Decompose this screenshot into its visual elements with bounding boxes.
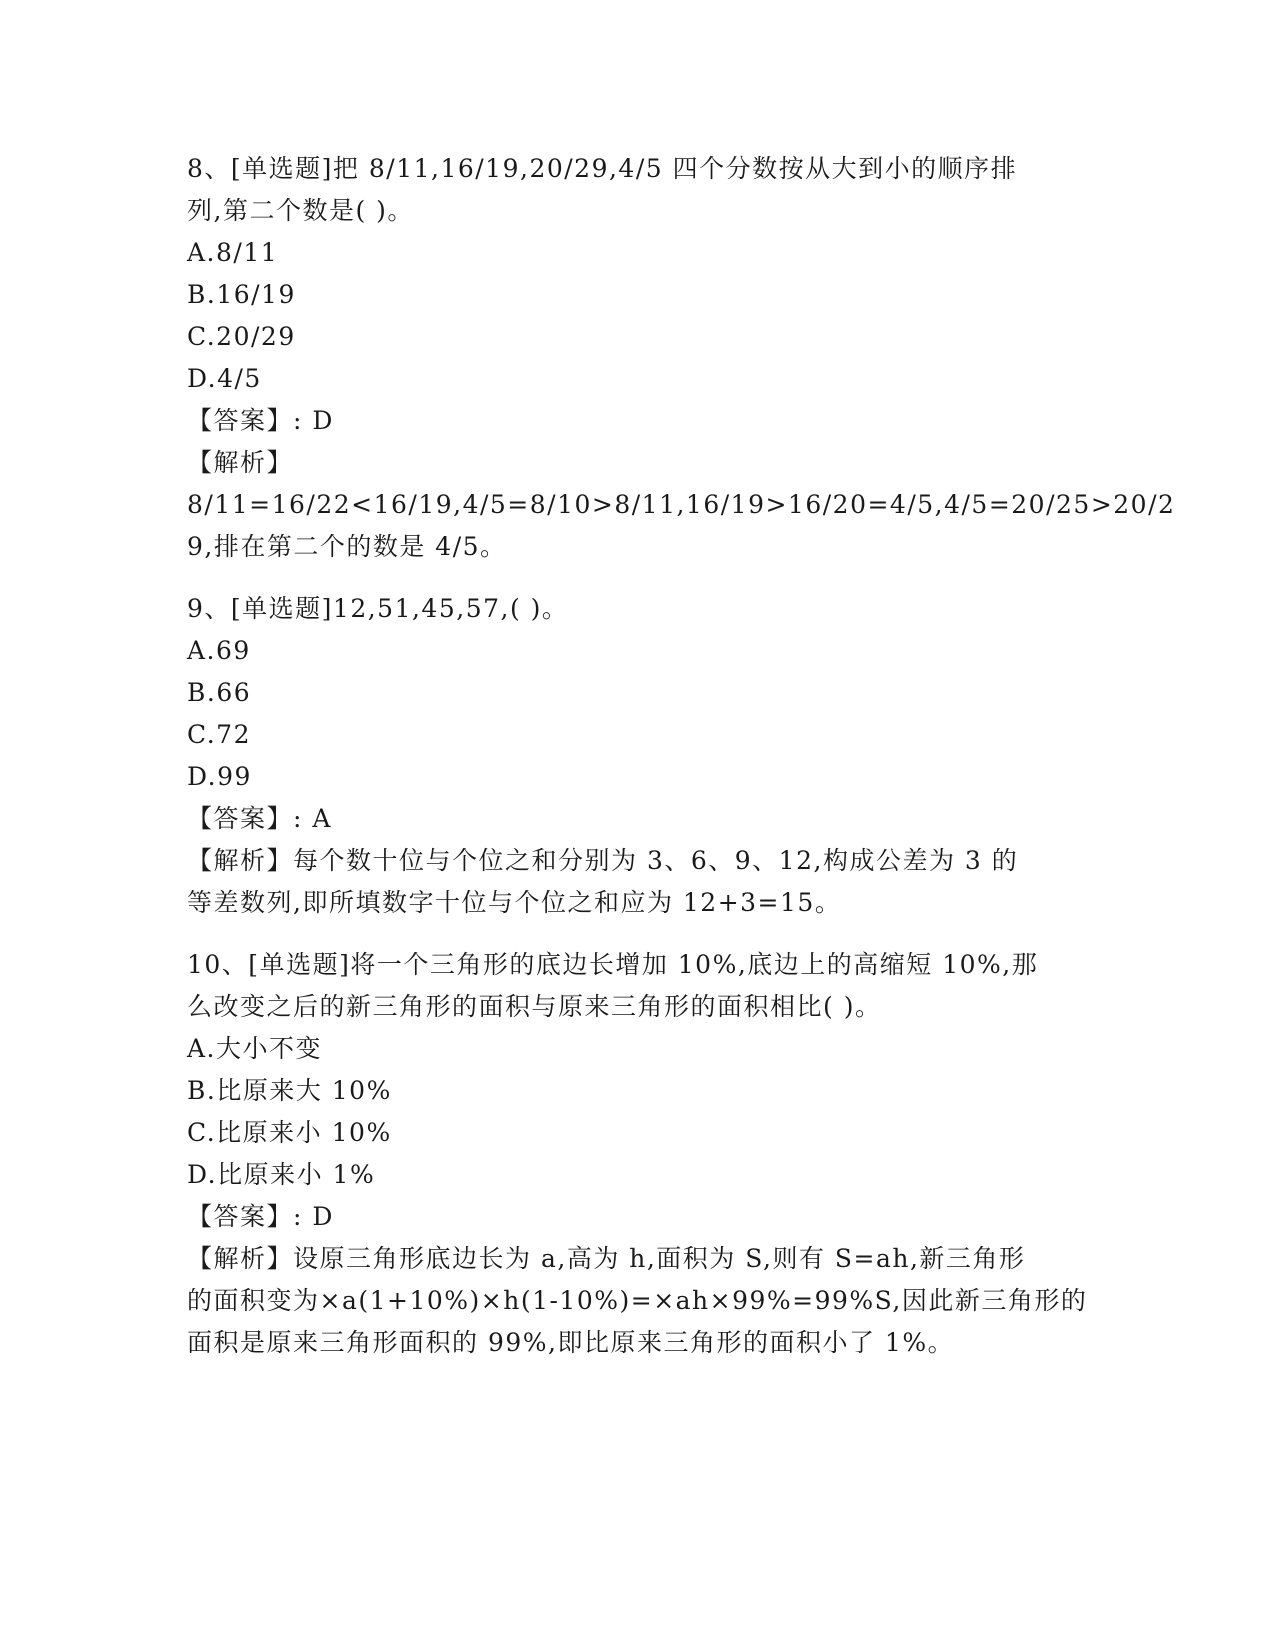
analysis-line: 等差数列,即所填数字十位与个位之和应为 12+3=15。 [187, 888, 842, 917]
answer-value: A [312, 804, 332, 833]
answer-label: 【答案】 [187, 406, 294, 435]
option-b: B.比原来大 10% [187, 1076, 392, 1105]
answer-value: D [312, 406, 334, 435]
option-a: A.大小不变 [187, 1034, 323, 1063]
answer-separator: : [293, 406, 303, 435]
option-c: C.比原来小 10% [187, 1118, 392, 1147]
question-stem-line: 么改变之后的新三角形的面积与原来三角形的面积相比( )。 [187, 992, 882, 1021]
analysis-line [187, 1238, 1077, 1280]
analysis-line: 的面积变为×a(1+10%)×h(1-10%)=×ah×99%=99%S,因此新三角形的 [187, 1286, 1088, 1315]
analysis-line: 面积是原来三角形面积的 99%,即比原来三角形的面积小了 1%。 [187, 1328, 955, 1357]
question-stem-line: 列,第二个数是( )。 [187, 196, 414, 225]
option-a: A.69 [187, 636, 251, 665]
question-item [187, 148, 1176, 568]
option-b: B.16/19 [187, 280, 296, 309]
analysis-line [187, 840, 1077, 882]
analysis-label: 【解析】 [187, 846, 294, 875]
answer-label: 【答案】 [187, 1202, 294, 1231]
analysis-line: 9,排在第二个的数是 4/5。 [187, 532, 507, 561]
option-d: D.4/5 [187, 364, 262, 393]
option-a: A.8/11 [187, 238, 279, 267]
question-stem-line: 10、[单选题]将一个三角形的底边长增加 10%,底边上的高缩短 10%,那 [187, 950, 1039, 979]
answer-value: D [312, 1202, 334, 1231]
answer-separator: : [293, 804, 303, 833]
answer-label: 【答案】 [187, 804, 294, 833]
analysis-line: 8/11=16/22<16/19,4/5=8/10>8/11,16/19>16/20=4/5,4/5=20/25>20/2 [187, 490, 1176, 519]
question-stem-line: 8、[单选题]把 8/11,16/19,20/29,4/5 四个分数按从大到小的顺序排 [187, 154, 1018, 183]
analysis-label: 【解析】 [187, 1244, 294, 1273]
question-item [187, 588, 1077, 924]
answer-line [187, 798, 1077, 840]
option-c: C.20/29 [187, 322, 296, 351]
analysis-text: 设原三角形底边长为 a,高为 h,面积为 S,则有 S=ah,新三角形 [293, 1244, 1026, 1273]
question-list [187, 148, 1176, 1364]
question-stem-line: 9、[单选题]12,51,45,57,( )。 [187, 594, 569, 623]
answer-separator: : [293, 1202, 303, 1231]
option-c: C.72 [187, 720, 251, 749]
analysis-label: 【解析】 [187, 448, 294, 477]
option-d: D.99 [187, 762, 252, 791]
analysis-text: 每个数十位与个位之和分别为 3、6、9、12,构成公差为 3 的 [293, 846, 1019, 875]
option-b: B.66 [187, 678, 252, 707]
option-d: D.比原来小 1% [187, 1160, 376, 1189]
answer-line [187, 1196, 1077, 1238]
question-item [187, 944, 1088, 1364]
answer-line [187, 400, 1077, 442]
